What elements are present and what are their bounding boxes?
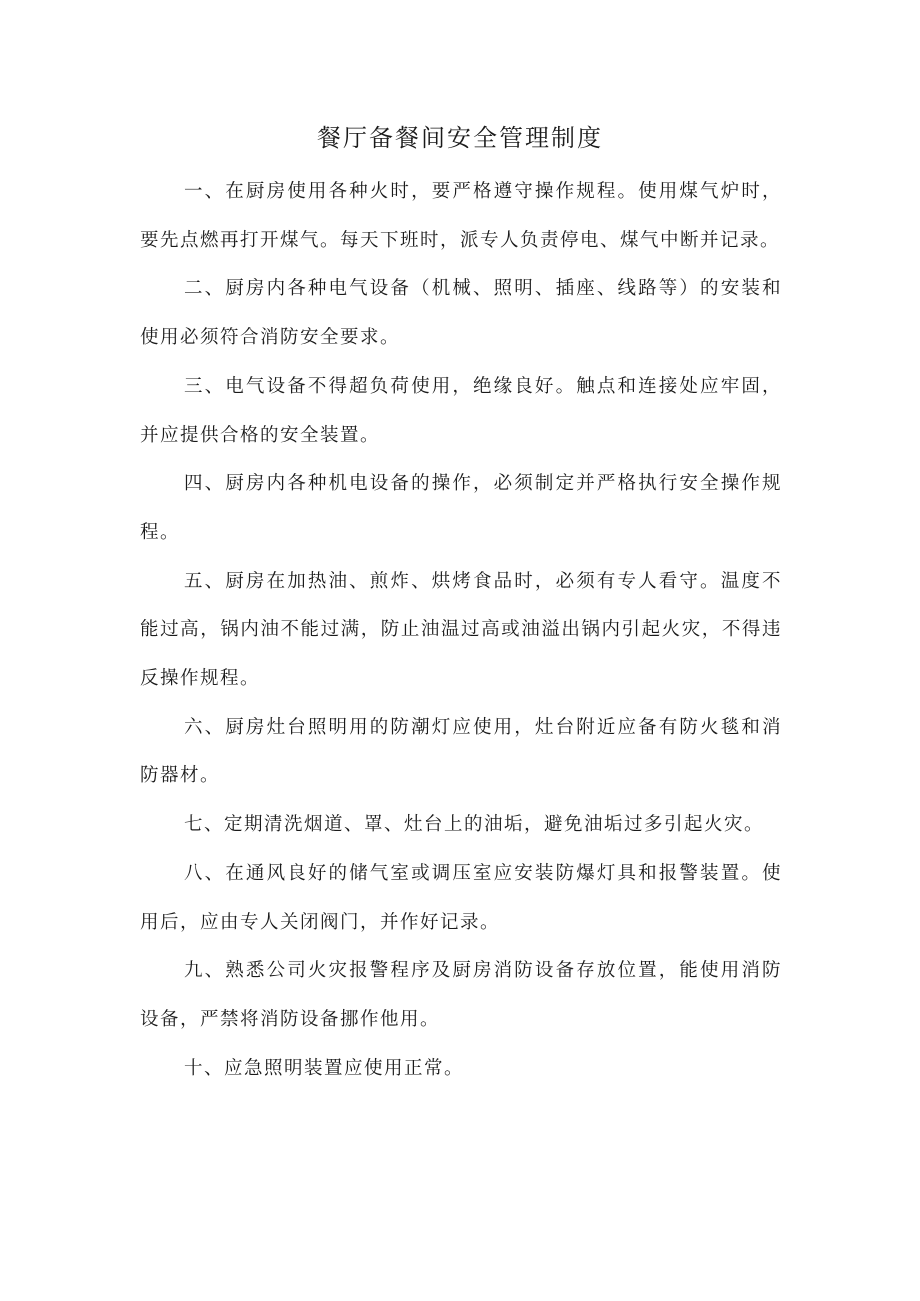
- paragraph-8: 八、在通风良好的储气室或调压室应安装防爆灯具和报警装置。使用后，应由专人关闭阀门，并作好记录。: [140, 862, 782, 933]
- paragraph-5: 五、厨房在加热油、煎炸、烘烤食品时，必须有专人看守。温度不能过高，锅内油不能过满，防止油温过高或油溢出锅内引起火灾，不得违反操作规程。: [140, 570, 782, 690]
- paragraph-2: 二、厨房内各种电气设备（机械、照明、插座、线路等）的安装和使用必须符合消防安全要求。: [140, 278, 782, 349]
- paragraph-10: 十、应急照明装置应使用正常。: [184, 1057, 465, 1079]
- paragraph-7: 七、定期清洗烟道、罩、灶台上的油垢，避免油垢过多引起火灾。: [184, 814, 765, 836]
- paragraph-4: 四、厨房内各种机电设备的操作，必须制定并严格执行安全操作规程。: [140, 473, 782, 543]
- document-body: [140, 168, 782, 1093]
- paragraph-3: 三、电气设备不得超负荷使用，绝缘良好。触点和连接处应牢固，并应提供合格的安全装置。: [140, 375, 782, 446]
- paragraph-6: 六、厨房灶台照明用的防潮灯应使用，灶台附近应备有防火毯和消防器材。: [140, 716, 782, 787]
- paragraph-1: 一、在厨房使用各种火时，要严格遵守操作规程。使用煤气炉时，要先点燃再打开煤气。每天下班时，派专人负责停电、煤气中断并记录。: [140, 181, 782, 251]
- paragraph-9: 九、熟悉公司火灾报警程序及厨房消防设备存放位置，能使用消防设备，严禁将消防设备挪作他用。: [140, 960, 782, 1030]
- document-title: 餐厅备餐间安全管理制度: [317, 124, 603, 152]
